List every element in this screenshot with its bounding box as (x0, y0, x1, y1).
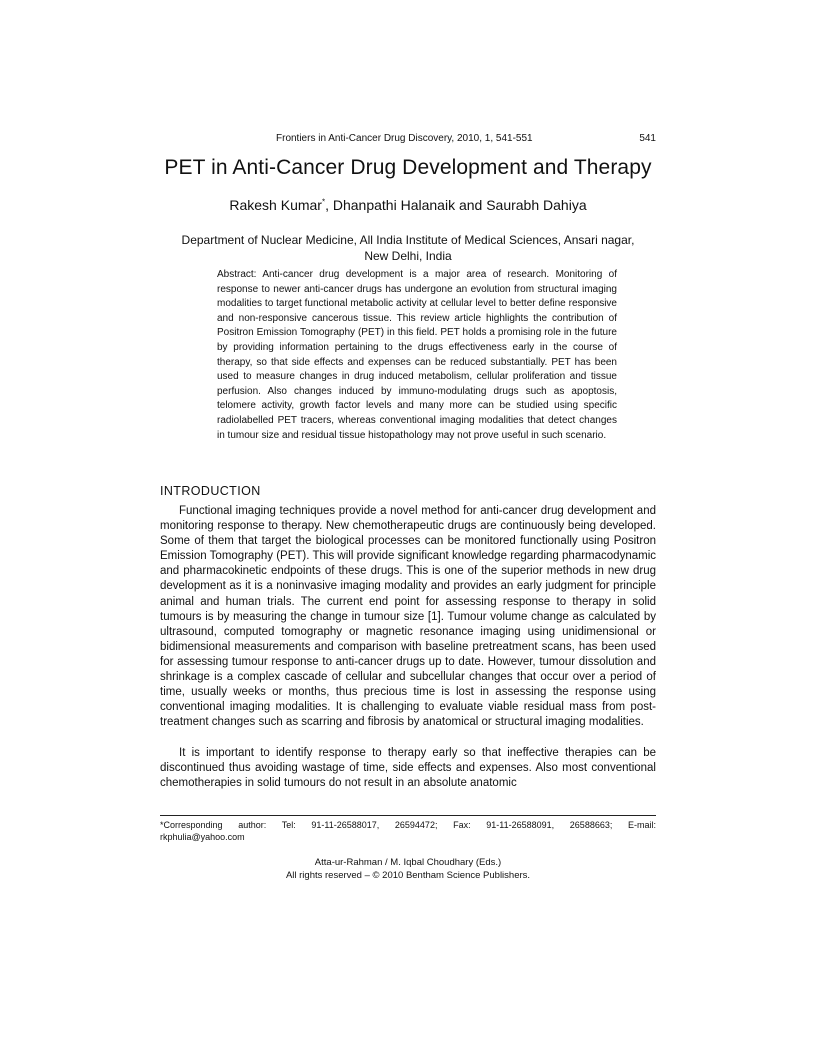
author-rest: , Dhanpathi Halanaik and Saurabh Dahiya (325, 197, 587, 213)
introduction-paragraph-2 (160, 746, 656, 791)
paragraph-text: Functional imaging techniques provide a novel method for anti-cancer drug development and monitoring response to therapy. New chemotherapeutic drugs are continuously being developed. Some of them that target the biological processes can be monitored functionally using Positron Emission Tomography (PET). This will provide significant knowledge regarding pharmacodynamic and pharmacokinetic endpoints of these drugs. This is one of the superior methods in new drug development as it is a noninvasive imaging modality and provides an early judgment for principle animal and human trials. The current end point for assessing response to therapy in solid tumours is by measuring the change in tumour size [1]. Tumour volume change as calculated by ultrasound, computed tomography or magnetic resonance imaging using unidimensional or bidimensional measurements and comparison with baseline pretreatment scans, has been used for assessing tumour response to anti-cancer drugs up to date. However, tumour dissolution and shrinkage is a complex cascade of cellular and subcellular changes that occur over a period of time, usually weeks or months, thus precious time is lost in assessing the response using conventional imaging modalities. It is challenging to evaluate viable residual mass from post-treatment changes such as scarring and fibrosis by anatomical or structural imaging modalities. (160, 505, 656, 729)
page-footer (0, 856, 816, 882)
section-heading-introduction: INTRODUCTION (160, 484, 261, 498)
corresponding-mark: * (321, 197, 326, 207)
abstract-label: Abstract: (217, 269, 257, 280)
paper-title: PET in Anti-Cancer Drug Development and Therapy (164, 156, 652, 179)
footer-editors: Atta-ur-Rahman / M. Iqbal Choudhary (Eds.) (314, 857, 502, 868)
journal-info: Frontiers in Anti-Cancer Drug Discovery, 2010, 1, 541-551 (276, 133, 533, 144)
abstract-text: Anti-cancer drug development is a major area of research. Monitoring of response to newer anti-cancer drugs has undergone an evolution from structural imaging modalities to target functional metabolic activity at cellular level to better define responsive and non-responsive cancerous tissue. This review article highlights the contribution of Positron Emission Tomography (PET) in this field. PET holds a promising role in the future by providing information pertaining to the drugs effectiveness early in the course of therapy, so that side effects and expenses can be reduced substantially. PET has been used to measure changes in drug induced metabolism, cellular proliferation and tissue perfusion. Also changes induced by immuno-modulating drugs such as apoptosis, telomere activity, growth factor levels and many more can be studied using specific radiolabelled PET tracers, whereas conventional imaging modalities that detect changes in tumour size and residual tissue histopathology may not prove useful in such scenario. (217, 269, 617, 441)
footnote-contact: *Corresponding author: Tel: 91-11-26588017, 26594472; Fax: 91-11-26588091, 26588663; E-mail: (160, 820, 656, 830)
corresponding-author-footnote (160, 819, 656, 843)
author-first: Rakesh Kumar (229, 197, 322, 213)
affiliation-line2: New Delhi, India (364, 249, 452, 263)
page-number: 541 (639, 133, 656, 144)
footer-copyright: All rights reserved – © 2010 Bentham Science Publishers. (285, 870, 531, 881)
footnote-email: rkphulia@yahoo.com (160, 832, 245, 842)
footnote-divider (160, 815, 656, 816)
introduction-paragraph-1 (160, 504, 656, 730)
paragraph-text: It is important to identify response to therapy early so that ineffective therapies can be discontinued thus avoiding wastage of time, side effects and expenses. Also most conventional chemotherapies in solid tumours do not result in an absolute anatomic (160, 747, 656, 790)
affiliation (170, 232, 646, 264)
affiliation-line1: Department of Nuclear Medicine, All India Institute of Medical Sciences, Ansari nagar, (181, 233, 635, 247)
abstract (217, 268, 617, 443)
author-list (0, 197, 816, 213)
